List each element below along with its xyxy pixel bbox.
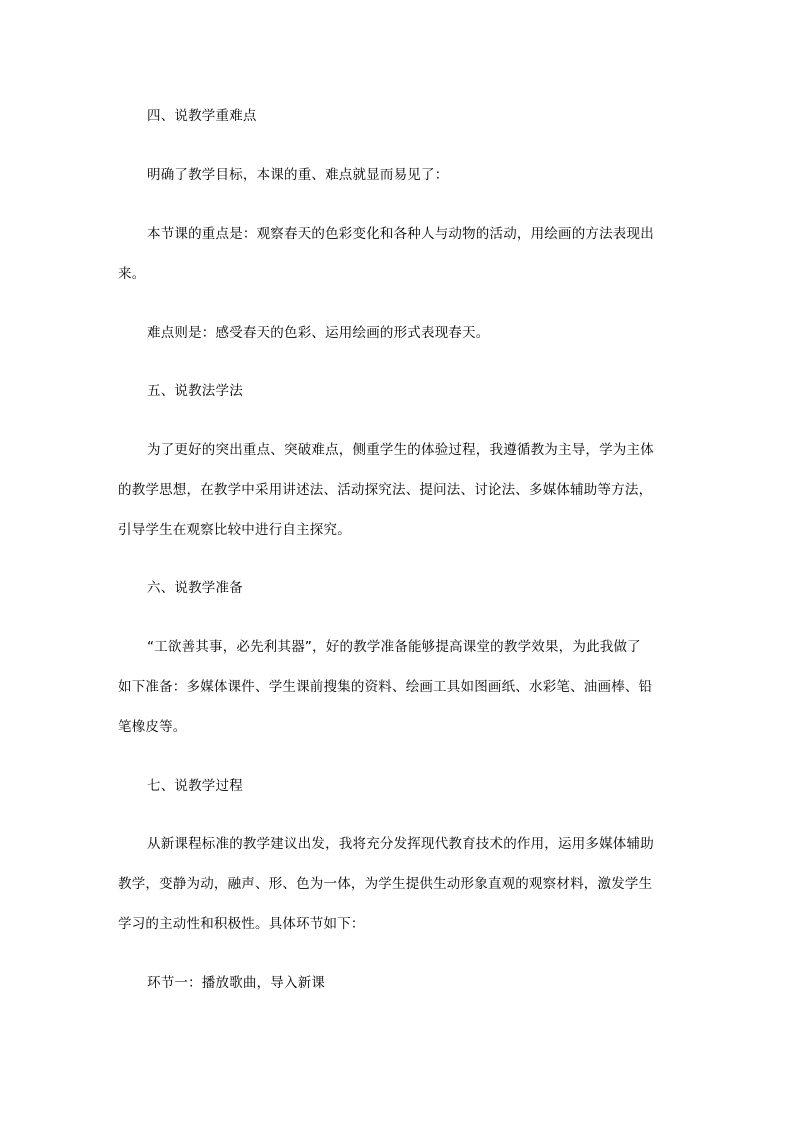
paragraph-line: 本节课的重点是：观察春天的色彩变化和各种人与动物的活动，用绘画的方法表现出 xyxy=(147,226,654,242)
paragraph-line: 难点则是：感受春天的色彩、运用绘画的形式表现春天。 xyxy=(147,325,490,341)
paragraph-line: 如下准备：多媒体课件、学生课前搜集的资料、绘画工具如图画纸、水彩笔、油画棒、铅 xyxy=(118,679,653,695)
paragraph-line: 来。 xyxy=(118,266,146,282)
paragraph-line: 从新课程标准的教学建议出发，我将充分发挥现代教育技术的作用，运用多媒体辅助 xyxy=(147,836,654,852)
section-heading-4: 四、说教学重难点 xyxy=(147,108,257,124)
step-heading: 环节一：播放歌曲，导入新课 xyxy=(147,975,326,991)
paragraph-line: 笔橡皮等。 xyxy=(118,719,187,735)
paragraph-line: 明确了教学目标，本课的重、难点就显而易见了： xyxy=(147,167,449,183)
paragraph-line: 引导学生在观察比较中进行自主探究。 xyxy=(118,522,351,538)
paragraph-line: 的教学思想，在教学中采用讲述法、活动探究法、提问法、讨论法、多媒体辅助等方法， xyxy=(118,482,653,498)
section-heading-7: 七、说教学过程 xyxy=(147,778,243,794)
paragraph-line: 教学，变静为动，融声、形、色为一体，为学生提供生动形象直观的观察材料，激发学生 xyxy=(118,876,653,892)
paragraph-line: 学习的主动性和积极性。具体环节如下： xyxy=(118,916,365,932)
paragraph-line: 为了更好的突出重点、突破难点，侧重学生的体验过程，我遵循教为主导，学为主体 xyxy=(147,442,654,458)
section-heading-6: 六、说教学准备 xyxy=(147,580,243,596)
section-heading-5: 五、说教法学法 xyxy=(147,383,243,399)
paragraph-line: “工欲善其事，必先利其器”，好的教学准备能够提高课堂的教学效果，为此我做了 xyxy=(147,639,641,655)
